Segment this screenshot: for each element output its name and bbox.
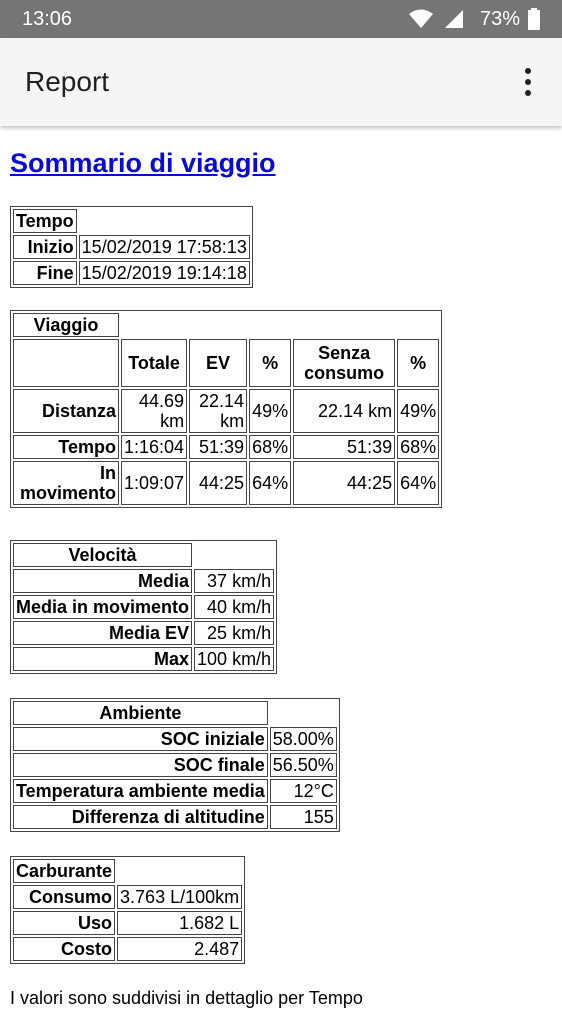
- battery-percentage: 73%: [480, 8, 521, 30]
- table-row: [13, 753, 337, 777]
- table-row: [13, 435, 439, 459]
- table-cell: 1.682 L: [117, 911, 242, 935]
- table-cell: 64%: [249, 461, 291, 505]
- table-cell: 2.487: [117, 937, 242, 961]
- row-label: Tempo: [13, 435, 119, 459]
- table-cell: 37 km/h: [194, 569, 274, 593]
- table-row: [13, 621, 274, 645]
- row-label: Media: [13, 569, 192, 593]
- column-header: Senza consumo: [293, 339, 395, 387]
- table-row: [13, 569, 274, 593]
- table-row: [13, 727, 337, 751]
- row-label: SOC finale: [13, 753, 268, 777]
- row-label: Uso: [13, 911, 115, 935]
- inizio-label: Inizio: [13, 235, 77, 259]
- row-label: SOC iniziale: [13, 727, 268, 751]
- table-row: [13, 461, 439, 505]
- column-header: %: [397, 339, 439, 387]
- table-cell: 1:16:04: [121, 435, 187, 459]
- carburante-table: [10, 856, 245, 964]
- table-cell: 49%: [397, 389, 439, 433]
- table-row: [13, 595, 274, 619]
- page-title: Report: [25, 66, 110, 97]
- table-cell: 51:39: [293, 435, 395, 459]
- table-row: [13, 911, 242, 935]
- row-label: In movimento: [13, 461, 119, 505]
- fine-label: Fine: [13, 261, 77, 285]
- wifi-icon: [408, 9, 434, 35]
- row-label: Max: [13, 647, 192, 671]
- row-label: Temperatura ambiente media: [13, 779, 268, 803]
- row-label: Costo: [13, 937, 115, 961]
- table-row: [13, 805, 337, 829]
- velocita-table: [10, 540, 277, 674]
- table-cell: 44:25: [189, 461, 247, 505]
- table-cell: 25 km/h: [194, 621, 274, 645]
- table-row: [13, 647, 274, 671]
- carburante-header: Carburante: [13, 859, 115, 883]
- table-cell: 44:25: [293, 461, 395, 505]
- cell-signal-icon: [443, 9, 465, 35]
- row-label: Media in movimento: [13, 595, 192, 619]
- table-cell: 22.14 km: [293, 389, 395, 433]
- viaggio-header: Viaggio: [13, 313, 119, 337]
- fine-value: 15/02/2019 19:14:18: [79, 261, 250, 285]
- inizio-value: 15/02/2019 17:58:13: [79, 235, 250, 259]
- tempo-header: Tempo: [13, 209, 77, 233]
- table-cell: 49%: [249, 389, 291, 433]
- table-cell: 68%: [249, 435, 291, 459]
- table-cell: 64%: [397, 461, 439, 505]
- viaggio-table: [10, 310, 442, 508]
- row-label: Consumo: [13, 885, 115, 909]
- table-cell: 3.763 L/100km: [117, 885, 242, 909]
- status-bar: [0, 0, 562, 38]
- table-cell: 58.00%: [270, 727, 337, 751]
- table-cell: 68%: [397, 435, 439, 459]
- table-row: [13, 937, 242, 961]
- table-row: [13, 389, 439, 433]
- ambiente-table: [10, 698, 340, 832]
- ambiente-header: Ambiente: [13, 701, 268, 725]
- table-row: [13, 779, 337, 803]
- overflow-menu-button[interactable]: [518, 66, 538, 100]
- table-cell: 1:09:07: [121, 461, 187, 505]
- column-header: EV: [189, 339, 247, 387]
- table-cell: 44.69 km: [121, 389, 187, 433]
- table-cell: 56.50%: [270, 753, 337, 777]
- tempo-table: [10, 206, 253, 288]
- table-cell: 22.14 km: [189, 389, 247, 433]
- column-header: Totale: [121, 339, 187, 387]
- velocita-header: Velocità: [13, 543, 192, 567]
- battery-icon: [528, 8, 540, 36]
- footer-text: I valori sono suddivisi in dettaglio per Tempo: [10, 988, 363, 1008]
- table-row: [13, 885, 242, 909]
- app-bar: [0, 38, 562, 126]
- table-cell: 40 km/h: [194, 595, 274, 619]
- row-label: Differenza di altitudine: [13, 805, 268, 829]
- table-cell: 100 km/h: [194, 647, 274, 671]
- row-label: Media EV: [13, 621, 192, 645]
- table-cell: 12°C: [270, 779, 337, 803]
- table-cell: 155: [270, 805, 337, 829]
- table-cell: 51:39: [189, 435, 247, 459]
- row-label: Distanza: [13, 389, 119, 433]
- column-header: %: [249, 339, 291, 387]
- status-time: 13:06: [22, 8, 73, 30]
- more-vert-icon: [518, 87, 538, 104]
- summary-title-link[interactable]: Sommario di viaggio: [10, 148, 276, 178]
